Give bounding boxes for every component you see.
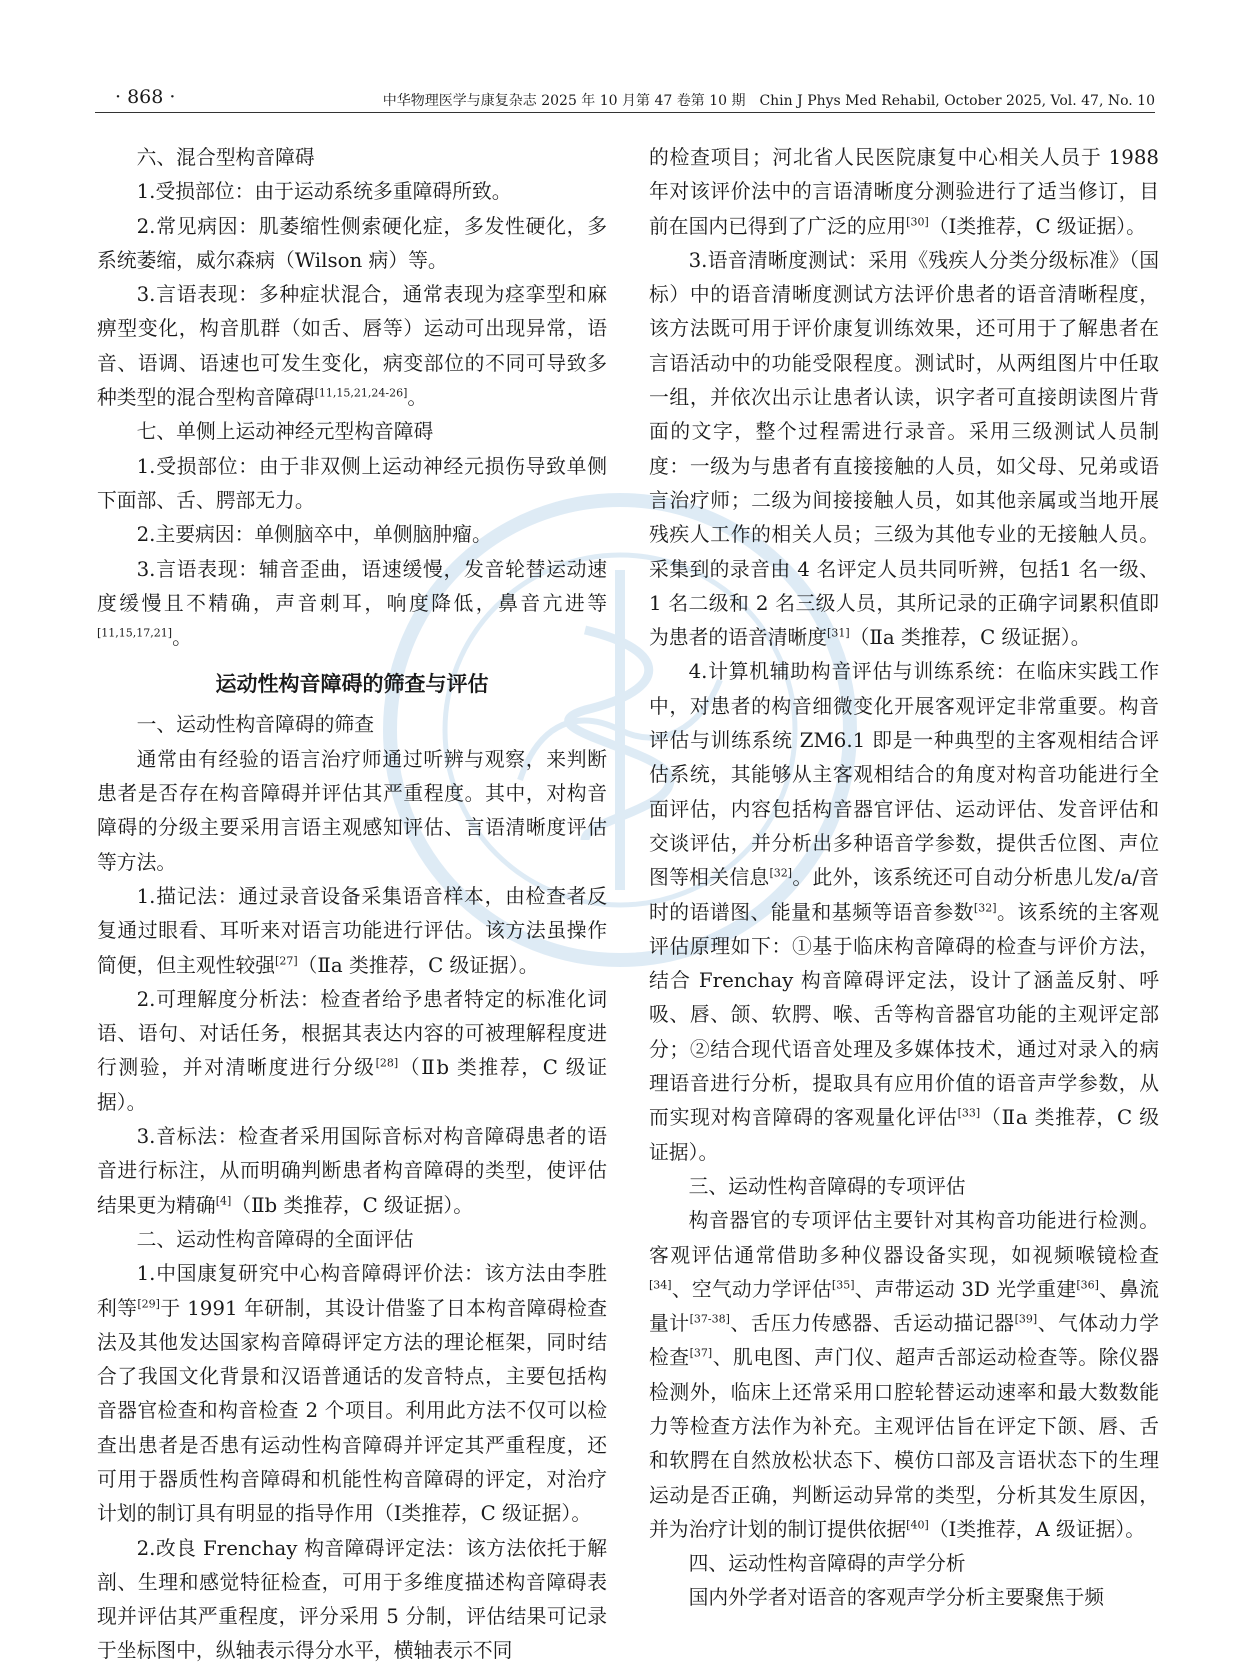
text: 、空气动力学评估 (671, 1277, 832, 1301)
text: 3.言语表现：辅音歪曲，语速缓慢，发音轮替运动速度缓慢且不精确，声音刺耳，响度降低，鼻音亢进等 (97, 557, 607, 615)
paragraph: 2.主要病因：单侧脑卒中，单侧脑肿瘤。 (136, 523, 492, 547)
text: （Ⅱa 类推荐，C 级证据）。 (649, 1106, 1159, 1164)
section-heading: 二、运动性构音障碍的全面评估 (136, 1227, 414, 1251)
citation[interactable]: [29] (137, 1296, 160, 1310)
citation[interactable]: [27] (275, 953, 298, 967)
text: 于 1991 年研制，其设计借鉴了日本构音障碍检查法及其他发达国家构音障碍评定方法的理论框架，同时结合了我国文化背景和汉语普通话的发音特点，主要包括构音器官检查和构音检查 2 个项目。利用此方法不仅可以检查出患者是否患有运动性构音障碍并评定其严重程度，还可用于器质性构音障碍和机能性构音障碍的评定，对治疗计划的制订具有明显的指导作用（Ⅰ类推荐，C 级证据）。 (97, 1296, 607, 1526)
paragraph: 国内外学者对语音的客观声学分析主要聚焦于频 (688, 1586, 1105, 1610)
page-number: · 868 · (115, 86, 176, 108)
text: 3.音标法：检查者采用国际音标对构音障碍患者的语音进行标注，从而明确判断患者构音障碍的类型，使评估结果更为精确 (97, 1125, 607, 1217)
text: （Ⅱb 类推荐，C 级证据）。 (231, 1193, 474, 1217)
paragraph: 1.受损部位：由于非双侧上运动神经元损伤导致单侧下面部、舌、腭部无力。 (97, 454, 607, 512)
citation[interactable]: [34] (649, 1278, 672, 1292)
paragraph (649, 1204, 1159, 1547)
citation[interactable]: [40] (906, 1518, 929, 1532)
left-column (97, 141, 607, 1669)
citation[interactable]: [39] (1014, 1312, 1038, 1326)
citation[interactable]: [4] (215, 1193, 232, 1207)
paragraph (97, 278, 607, 415)
text: 1.描记法：通过录音设备采集语音样本，由检查者反复通过眼看、耳听来对语言功能进行评估。该方法虽操作简便，但主观性较强 (97, 884, 607, 977)
paragraph (649, 655, 1159, 1169)
citation[interactable]: [35] (831, 1278, 855, 1292)
citation[interactable]: [33] (957, 1106, 981, 1120)
text: （Ⅱa 类推荐，C 级证据）。 (297, 953, 539, 977)
citation[interactable]: [37] (689, 1346, 713, 1360)
citation[interactable]: [32] (769, 866, 793, 880)
text: 4.计算机辅助构音评估与训练系统：在临床实践工作中，对患者的构音细微变化开展客观评定非常重要。构音评估与训练系统 ZM6.1 即是一种典型的主客观相结合评估系统，其能够从主客观相结合的角度对构音功能进行全面评估，内容包括构音器官评估、运动评估、发音评估和交谈评估，并分析出多种语音学参数，提供舌位图、声位图等相关信息 (649, 660, 1159, 890)
text: 。 (407, 386, 428, 410)
text: 1.中国康复研究中心构音障碍评价法：该方法由李胜利等 (97, 1262, 607, 1320)
paragraph (97, 1120, 607, 1223)
text: 2.可理解度分析法：检查者给予患者特定的标准化词语、语句、对话任务，根据其表达内容的可被理解程度进行测验，并对清晰度进行分级 (97, 987, 607, 1080)
citation[interactable]: [11,15,17,21] (97, 626, 173, 640)
text: 3.言语表现：多种症状混合，通常表现为痉挛型和麻痹型变化，构音肌群（如舌、唇等）运动可出现异常，语音、语调、语速也可发生变化，病变部位的不同可导致多种类型的混合型构音障碍 (97, 283, 607, 410)
paragraph: 通常由有经验的语言治疗师通过听辨与观察，来判断患者是否存在构音障碍并评估其严重程度。其中，对构音障碍的分级主要采用言语主观感知评估、言语清晰度评估等方法。 (97, 747, 607, 874)
paragraph: 1.受损部位：由于运动系统多重障碍所致。 (136, 180, 512, 204)
citation[interactable]: [11,15,21,24-26] (314, 386, 408, 400)
citation[interactable]: [32] (973, 900, 997, 914)
paragraph (97, 880, 607, 983)
citation[interactable]: [28] (375, 1056, 399, 1070)
citation[interactable]: [31] (827, 626, 850, 640)
page-header (95, 82, 1155, 113)
paragraph (97, 983, 607, 1120)
citation[interactable]: [37-38] (689, 1312, 730, 1326)
text: 的检查项目；河北省人民医院康复中心相关人员于 1988 年对该评价法中的言语清晰度分测验进行了适当修订，目前在国内已得到了广泛的应用 (649, 146, 1159, 238)
text: （Ⅱb 类推荐，C 级证据）。 (97, 1056, 607, 1114)
text: 。此外，该系统还可自动分析患儿发/a/音时的语谱图、能量和基频等语音参数 (649, 866, 1159, 924)
text: 、气体动力学检查 (649, 1312, 1159, 1370)
section-heading: 三、运动性构音障碍的专项评估 (688, 1174, 966, 1198)
text: 、舌压力传感器、舌运动描记器 (729, 1312, 1015, 1336)
text: 。 (172, 626, 192, 650)
text: （Ⅰ类推荐，C 级证据）。 (928, 214, 1146, 238)
text: 3.语音清晰度测试：采用《残疾人分类分级标准》（国标）中的语音清晰度测试方法评价患者的语音清晰程度，该方法既可用于评价康复训练效果，还可用于了解患者在言语活动中的功能受限程度。测试时，从两组图片中任取一组，并依次出示让患者认读，识字者可直接朗读图片背面的文字，整个过程需进行录音。采用三级测试人员制度：一级为与患者有直接接触的人员，如父母、兄弟或语言治疗师；二级为间接接触人员，如其他亲属或当地开展残疾人工作的相关人员；三级为其他专业的无接触人员。采集到的录音由 4 名评定人员共同听辨，包括1 名一级、1 名二级和 2 名三级人员，其所记录的正确字词累积值即为患者的语音清晰度 (649, 248, 1159, 650)
text: 、声带运动 3D 光学重建 (854, 1277, 1077, 1301)
paragraph (97, 553, 607, 656)
paragraph (649, 244, 1159, 656)
text: （Ⅰ类推荐，A 级证据）。 (928, 1517, 1146, 1541)
paragraph: 2.常见病因：肌萎缩性侧索硬化症，多发性硬化，多系统萎缩，威尔森病（Wilson 病）等。 (97, 214, 607, 272)
text: 。该系统的主客观评估原理如下：①基于临床构音障碍的检查与评价方法，结合 Frenchay 构音障碍评定法，设计了涵盖反射、呼吸、唇、颌、软腭、喉、舌等构音器官功能的主观评定部分；②结合现代语音处理及多媒体技术，通过对录入的病理语音进行分析，提取具有应用价值的语音声学参数，从而实现对构音障碍的客观量化评估 (649, 900, 1159, 1130)
text: 、肌电图、声门仪、超声舌部运动检查等。除仪器检测外，临床上还常采用口腔轮替运动速率和最大数数能力等检查方法作为补充。主观评估旨在评定下颌、唇、舌和软腭在自然放松状态下、模仿口部及言语状态下的生理运动是否正确，判断运动异常的类型，分析其发生原因，并为治疗计划的制订提供依据 (649, 1346, 1159, 1541)
journal-citation: 中华物理医学与康复杂志 2025 年 10 月第 47 卷第 10 期 Chin J Phys Med Rehabil, October 2025, Vol. 47, No. 10 (382, 93, 1155, 109)
section-heading: 四、运动性构音障碍的声学分析 (688, 1552, 966, 1576)
paragraph (649, 141, 1159, 244)
text: （Ⅱa 类推荐，C 级证据）。 (849, 626, 1091, 650)
section-heading: 一、运动性构音障碍的筛查 (136, 713, 374, 737)
citation[interactable]: [30] (906, 214, 929, 228)
main-heading: 运动性构音障碍的筛查与评估 (215, 672, 489, 697)
section-heading: 六、混合型构音障碍 (136, 146, 315, 169)
section-heading: 七、单侧上运动神经元型构音障碍 (136, 420, 434, 444)
paragraph (97, 1257, 607, 1531)
right-column (649, 141, 1159, 1616)
paragraph: 2.改良 Frenchay 构音障碍评定法：该方法依托于解剖、生理和感觉特征检查，可用于多维度描述构音障碍表现并评估其严重程度，评分采用 5 分制，评估结果可记录于坐标图中，纵轴表示得分水平，横轴表示不同 (97, 1536, 607, 1663)
text: 、鼻流量计 (649, 1277, 1159, 1336)
citation[interactable]: [36] (1076, 1278, 1099, 1292)
text: 构音器官的专项评估主要针对其构音功能进行检测。客观评估通常借助多种仪器设备实现，如视频喉镜检查 (649, 1209, 1159, 1267)
